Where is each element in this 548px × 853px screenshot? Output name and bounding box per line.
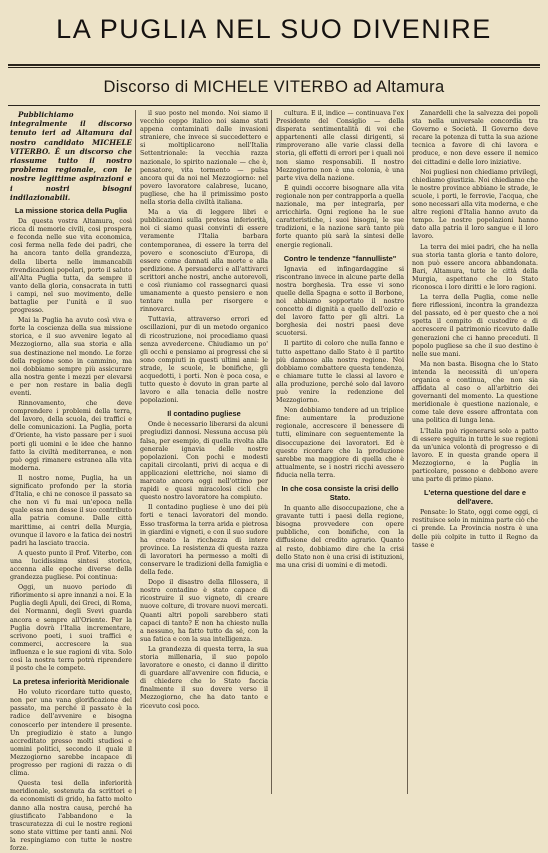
paragraph: Mai la Puglia ha avuto così viva e forte la coscienza della sua missione storica, e il suo avvenire legato al Mezzogiorno, alla sua storia e alla sua destinazione nel mondo. Le forze della regione sono in cammino, ma noi dobbiamo sempre più assicurare alla nostra gente i mezzi per elevarsi e per non restare in balia degli eventi.: [10, 317, 132, 397]
paragraph: Ignavia ed infingardaggine si riscontrano invece in alcune parte della nostra borghesia. Tra esse vi sono quelle della Spagna e sotto il Borbone, noi abbiamo sopportato il nostro concetto di dignità a quello dell'ozio e del lavoro fatto per gli altri. La borghesia dei nostri paesi deve scuotersi.: [276, 265, 404, 338]
section-heading: Il contadino pugliese: [167, 409, 241, 419]
paragraph: Tuttavia, attraverso errori ed oscillazioni, pur di un metodo organico di ricostruzione, noi procediamo quasi senza avvedercene. Chiudiamo un po' gli occhi e pensiamo ai progressi che si sono compiuti in questi ultimi anni: le strade, le scuole, le bonifiche, gli acquedotti, i porti. Non è poca cosa, e tutto questo è dovuto in gran parte al lavoro e alla tenacia delle nostre popolazioni.: [140, 316, 268, 405]
column-4: [412, 110, 538, 794]
paragraph: Zanardelli che la salvezza dei popoli sta nella universale concordia tra Governo e Società. Il Governo deve recare la potenza di tutta la sua azione tecnica a favore di chi lavora e produce, e non deve essere il nemico dei cittadini e delle loro iniziative.: [412, 110, 538, 166]
paragraph: Pensate: lo Stato, oggi come oggi, ci restituisce solo in minima parte ciò che ci prende. La Provincia nostra è una delle più colpite in tutto il Regno da tasse e: [412, 509, 538, 549]
section-heading: La missione storica della Puglia: [14, 206, 128, 216]
paragraph: Ma a via di leggere libri e pubblicazioni sulla pretesa inferiorità, noi ci siamo quasi convinti di essere veramente l'Italia barbara contemporanea, di essere la terra del povero e sconosciuto d'Europa, di essere come dannati alla morte e alla perdizione. A persuaderci e all'attivarci scrittori anche nostri, anche autorevoli, e così riuniamo col rassegnarci quasi umanamente a questo pensiero e non tentare nulla per risorgere e rinnovarci.: [140, 209, 268, 314]
article-body: [10, 110, 538, 852]
paragraph: il suo posto nel mondo. Noi siamo il vecchio ceppo italico noi siamo stati appena contaminati dalle invasioni straniere, che invece si succedettero e si moltiplicarono nell'Italia Settentrionale: la vecchia razza nazionale, lo spirito nazionale — che è, pensatore, vita tormento — pulsa ancora qui da noi nel Mezzogiorno: nel povero lavoratore calabrese, lucano, pugliese, che ha il primissimo posto nella storia della civiltà italiana.: [140, 110, 268, 207]
paragraph: La terra della Puglia, come nelle fiere riflessioni, incontra la grandezza del passato, ed è per questo che a noi spetta il compito di custodire e di accrescere il patrimonio ricevuto dalle generazioni che ci hanno preceduti. Il popolo pugliese sa che il suo destino è nelle sue mani.: [412, 294, 538, 358]
masthead-rule: [8, 64, 540, 66]
column-divider: [407, 110, 408, 794]
headline-rule: [8, 105, 540, 106]
paragraph: In quanto alle disoccupazione, che a gravante tutti i paesi della regione, bisogna provvedere con opere pubbliche, con bonifiche, con la diffusione del credito agrario. Quanto al resto, dobbiamo dire che la crisi dello Stato non è una crisi di istituzioni, ma una crisi di uomini e di metodi.: [276, 505, 404, 569]
paragraph: Da questa vostra Altamura, così ricca di memorie civili, così prospera e feconda nelle sue vita economica, così ferma nella fede dei padri, che ha ancora tanto della grandezza, della liberta nelle immancabili rivendicazioni popolari, porto il saluto all'Alta Puglia tutta, da sempre il vanto della gloria, consacrata in tutti i campi, nel suo movimento, delle battaglie per l'unità e il suo progresso.: [10, 218, 132, 315]
masthead-title: LA PUGLIA NEL SUO DIVENIRE: [56, 14, 492, 44]
paragraph: È quindi occorre bisognare alla vita regionale non per contrapporla a quella nazionale, ma per integrarla, per arricchirla. Ogni regione ha le sue caratteristiche, i suoi bisogni, le sue tradizioni, e la nazione sarà tanto più forte quanto più sarà la sintesi delle energie regionali.: [276, 184, 404, 249]
column-divider: [271, 110, 272, 794]
paragraph: Ho voluto ricordare tutto questo, non per una vana glorificazione del passato, ma perché il passato è la radice dell'avvenire e bisogna conoscerlo per intendere il presente. Un pregiudizio è stato a lungo accreditato presso molti studiosi e uomini politici, secondo il quale il Mezzogiorno sarebbe incapace di progresso per ragioni di razza o di clima.: [10, 689, 132, 778]
column-1: [10, 110, 132, 852]
column-2: [140, 110, 268, 794]
paragraph: L'Italia può rigenerarsi solo a patto di essere seguita in tutte le sue regioni da un'unica volontà di progresso e di lavoro. E in questa grande opera il Mezzogiorno, e la Puglia in particolare, possono e debbono avere una parte di primo piano.: [412, 427, 538, 484]
paragraph: La grandezza di questa terra, la sua storia millenaria, il suo popolo lavoratore e onesto, ci danno il diritto di guardare all'avvenire con fiducia, e di chiedere che lo Stato faccia finalmente il suo dovere verso il Mezzogiorno, che ha dato tanto e ricevuto così poco.: [140, 645, 268, 710]
paragraph: Noi pugliesi non chiediamo privilegi, chiediamo giustizia. Noi chiediamo che le nostre province abbiano le strade, le scuole, i porti, le ferrovie, l'acqua, che sono necessari alla vita moderna, e che altre regioni d'Italia hanno avuto da tempo. Le nostre popolazioni hanno dato alla patria il loro sangue e il loro lavoro.: [412, 168, 538, 241]
section-heading: La pretesa inferiorità Meridionale: [12, 677, 130, 687]
paragraph: Rinnovamento, che deve comprendere i problemi della terra, del lavoro, della scuola, dei traffici e delle comunicazioni. La Puglia, porta d'Oriente, ha visto passare per i suoi porti gli uomini e le idee che hanno fatto la civiltà mediterranea, e non può oggi rimanere estranea alla vita moderna.: [10, 400, 132, 472]
paragraph: A questo punto il Prof. Viterbo, con una lucidissima sintesi storica, accenna alle epoche diverse della grandezza pugliese. Poi continua:: [10, 549, 132, 582]
paragraph: Oggi, un nuovo periodo di rifiorimento si apre innanzi a noi. E la Puglia degli Apuli, dei Greci, di Roma, dei Normanni, degli Svevi guarda ancora e sempre all'Oriente. Per la Puglia dovrà l'Italia incrementare, scrivono poeti, i suoi traffici e commerci, accrescere la sua influenza e le sue ragioni di vita. Solo così la nostra terra potrà riprendere il posto che le compete.: [10, 584, 132, 673]
paragraph: Il nostro nome, Puglia, ha un significato profondo per la storia d'Italia, e chi ne conosce il passato sa che non vi fu mai un'epoca nella quale essa non desse il suo contributo alla patria comune. Dalle città marittime, ai centri della Murgia, ovunque il lavoro e la fatica dei nostri padri ha lasciato traccia.: [10, 474, 132, 547]
column-divider: [135, 110, 136, 794]
paragraph: Dopo il disastro della fillossera, il nostro contadino è stato capace di ricostruire il suo vigneto, di creare nuove colture, di trovare nuovi mercati. Quanti altri popoli sarebbero stati capaci di tanto? E non ha chiesto nulla a nessuno, ha fatto tutto da sé, con la sua fatica e con la sua intelligenza.: [140, 579, 268, 643]
column-3: [276, 110, 404, 794]
paragraph: Non dobbiamo tendere ad un triplice fine: aumentare la produzione regionale, accrescere il benessere di tutti, eliminare con seguentemente la disoccupazione dei lavoratori. Ed è questo ricordare che la produzione sarebbe ma maggiore di quella che è attualmente, se i nostri ricchi avessero fiducia nella terra.: [276, 407, 404, 479]
paragraph: Questa tesi della inferiorità meridionale, sostenuta da scrittori e da economisti di grido, ha fatto molto danno alla nostra causa, perché ha giustificato l'abbandono e la trascuratezza di cui le nostre regioni sono state vittime per tanti anni. Noi la respingiamo con tutte le nostre forze.: [10, 780, 132, 852]
section-heading: L'eterna questione del dare e dell'avere.: [424, 488, 526, 507]
masthead-rule-thin: [8, 67, 540, 68]
section-heading: In che cosa consiste la crisi dello Stato.: [281, 484, 399, 503]
paragraph: Il contadino pugliese è uno dei più forti e tenaci lavoratori del mondo. Esso trasforma la terra arida e pietrosa in giardini e vigneti, e con il suo sudore ha creato la ricchezza di intere province. La resistenza di questa razza di lavoratori ha permesso a molti di conservare le tradizioni della famiglia e della fede.: [140, 504, 268, 577]
paragraph: cultura. E il, indice — continuava l'ex Presidente del Consiglio — della disperata sentimentalità di voi che appartenenti alle classi dirigenti, si rimproverano alle varie classi della storia, gli effetti di errori per i quali noi non siamo responsabili. Il nostro Mezzogiorno non è una colonia, è una parte viva della nazione.: [276, 110, 404, 182]
paragraph: Ma non basta. Bisogna che lo Stato intenda la necessità di un'opera organica e continua, che non sia affidata al caso o all'arbitrio dei governanti del momento. La questione meridionale è questione nazionale, e come tale deve essere affrontata con una politica di lunga lena.: [412, 360, 538, 425]
paragraph: Onde è necessario liberarsi da alcuni pregiudizi dannosi. Nessuna accusa più falsa, per esempio, di quella rivolta alla generale ignavia delle nostre popolazioni. Con pochi e modesti capitali circolanti, privi di acqua e di applicazioni elettriche, noi siamo di marcato ancora oggi nell'ottimo per rapidi e quasi miracolosi cicli che questo nostro lavoratore ha compiuto.: [140, 421, 268, 502]
article-headline: Discorso di MICHELE VITERBO ad Altamura: [103, 78, 445, 96]
paragraph: La terra dei miei padri, che ha nella sua storia tanta gloria e tanto dolore, non può essere ancora abbandonata. Bari, Altamura, tutte le città della Murgia, aspettano che lo Stato riconosca i loro diritti e le loro ragioni.: [412, 243, 538, 291]
paragraph: Il partito di coloro che nulla fanno e tutto aspettano dallo Stato è il partito più dannoso alla nostra regione. Noi dobbiamo combattere questa tendenza, e chiamare tutte le classi al lavoro e alla produzione, perché solo dal lavoro può venire la redenzione del Mezzogiorno.: [276, 340, 404, 405]
section-heading: Contro le tendenze "fannulliste": [283, 253, 397, 263]
article-lead: Pubblichiamo integralmente il discorso tenuto ieri ad Altamura dal nostro candidato MICHELE VITERBO. È un discorso che riassume tutto il nostro problema regionale, con le nostre legittime aspirazioni e i nostri bisogni indilazionabili.: [10, 110, 132, 202]
